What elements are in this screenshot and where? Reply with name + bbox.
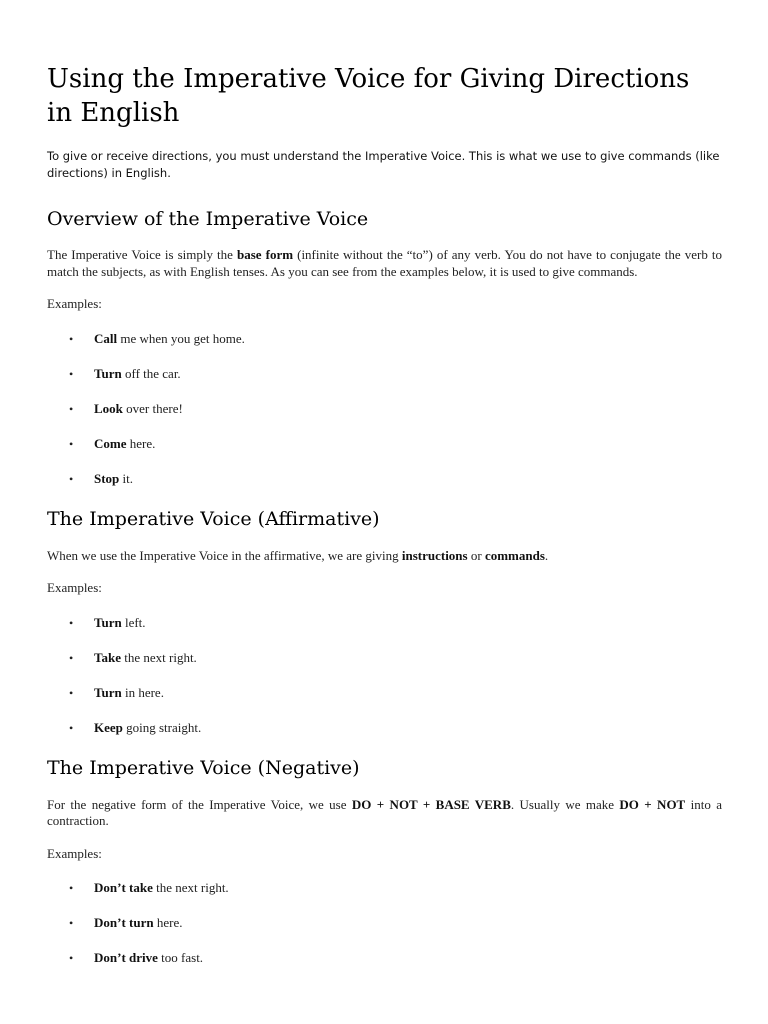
section-heading-affirmative: The Imperative Voice (Affirmative): [47, 507, 380, 530]
negative-text-2: . Usually we make: [510, 796, 620, 812]
bullet-icon: •: [69, 471, 74, 486]
section-heading-negative: The Imperative Voice (Negative): [47, 756, 360, 779]
example-verb: Don’t take: [94, 880, 153, 895]
list-item: [47, 401, 722, 417]
example-rest: left.: [121, 614, 146, 630]
negative-example-list: [47, 880, 722, 966]
bullet-icon: •: [69, 951, 74, 965]
example-verb: Take: [94, 649, 121, 665]
document-title: Using the Imperative Voice for Giving Directions in English: [47, 64, 690, 128]
negative-text-3: into a contraction.: [47, 796, 722, 828]
list-item: [47, 880, 722, 896]
overview-text-1: The Imperative Voice is simply the: [47, 247, 237, 262]
example-rest: going straight.: [122, 719, 202, 735]
bullet-icon: •: [69, 916, 74, 930]
example-rest: here.: [126, 435, 156, 451]
list-item: [47, 615, 722, 631]
bullet-icon: •: [69, 615, 74, 630]
negative-text-1: For the negative form of the Imperative Voice, we use: [47, 796, 352, 812]
affirmative-text-2: or: [467, 547, 485, 563]
example-rest: the next right.: [152, 880, 229, 895]
negative-bold-formula: DO + NOT + BASE VERB: [351, 796, 511, 812]
affirmative-example-list: [47, 615, 722, 736]
negative-bold-do-not: DO + NOT: [619, 796, 686, 812]
example-verb: Turn: [94, 365, 122, 381]
list-item: [47, 471, 722, 487]
list-item: [47, 950, 722, 966]
example-rest: me when you get home.: [117, 330, 245, 346]
example-rest: off the car.: [121, 365, 181, 381]
example-verb: Stop: [94, 470, 120, 486]
intro-paragraph: To give or receive directions, you must understand the Imperative Voice. This is what we use to give commands (like directions) in English.: [47, 149, 720, 180]
example-verb: Turn: [94, 684, 122, 700]
example-rest: here.: [153, 915, 183, 930]
examples-label: Examples:: [47, 296, 102, 311]
example-verb: Keep: [94, 719, 123, 735]
bullet-icon: •: [69, 331, 74, 346]
bullet-icon: •: [69, 685, 74, 700]
overview-bold-base-form: base form: [236, 247, 294, 262]
example-verb: Turn: [94, 614, 122, 630]
overview-text-2: (infinite without the “to”) of any verb. You do not have to conjugate the verb to match the subjects, as with English tenses. As you can see from the examples below, it is used to give commands.: [47, 247, 722, 279]
bullet-icon: •: [69, 650, 74, 665]
examples-label: Examples:: [47, 580, 102, 595]
affirmative-text-1: When we use the Imperative Voice in the affirmative, we are giving: [47, 547, 402, 563]
bullet-icon: •: [69, 881, 74, 895]
example-verb: Look: [94, 400, 123, 416]
bullet-icon: •: [69, 720, 74, 735]
affirmative-paragraph: [47, 548, 722, 565]
example-rest: it.: [119, 470, 134, 486]
bullet-icon: •: [69, 401, 74, 416]
list-item: [47, 685, 722, 701]
overview-paragraph: [47, 247, 722, 280]
example-rest: over there!: [122, 400, 183, 416]
example-verb: Come: [94, 435, 127, 451]
section-heading-overview: Overview of the Imperative Voice: [47, 208, 369, 230]
bullet-icon: •: [69, 366, 74, 381]
examples-label: Examples:: [47, 845, 102, 861]
example-rest: in here.: [121, 684, 164, 700]
list-item: [47, 720, 722, 736]
list-item: [47, 650, 722, 666]
bullet-icon: •: [69, 436, 74, 451]
list-item: [47, 366, 722, 382]
affirmative-bold-commands: commands: [484, 547, 545, 563]
example-rest: too fast.: [157, 950, 204, 965]
example-verb: Don’t drive: [94, 950, 158, 965]
affirmative-text-3: .: [544, 547, 549, 563]
negative-paragraph: [47, 797, 722, 830]
list-item: [47, 436, 722, 452]
list-item: [47, 915, 722, 931]
example-verb: Don’t turn: [94, 915, 154, 930]
example-rest: the next right.: [120, 649, 197, 665]
affirmative-bold-instructions: instructions: [401, 547, 468, 563]
list-item: [47, 331, 722, 347]
overview-example-list: [47, 331, 722, 487]
example-verb: Call: [94, 330, 118, 346]
